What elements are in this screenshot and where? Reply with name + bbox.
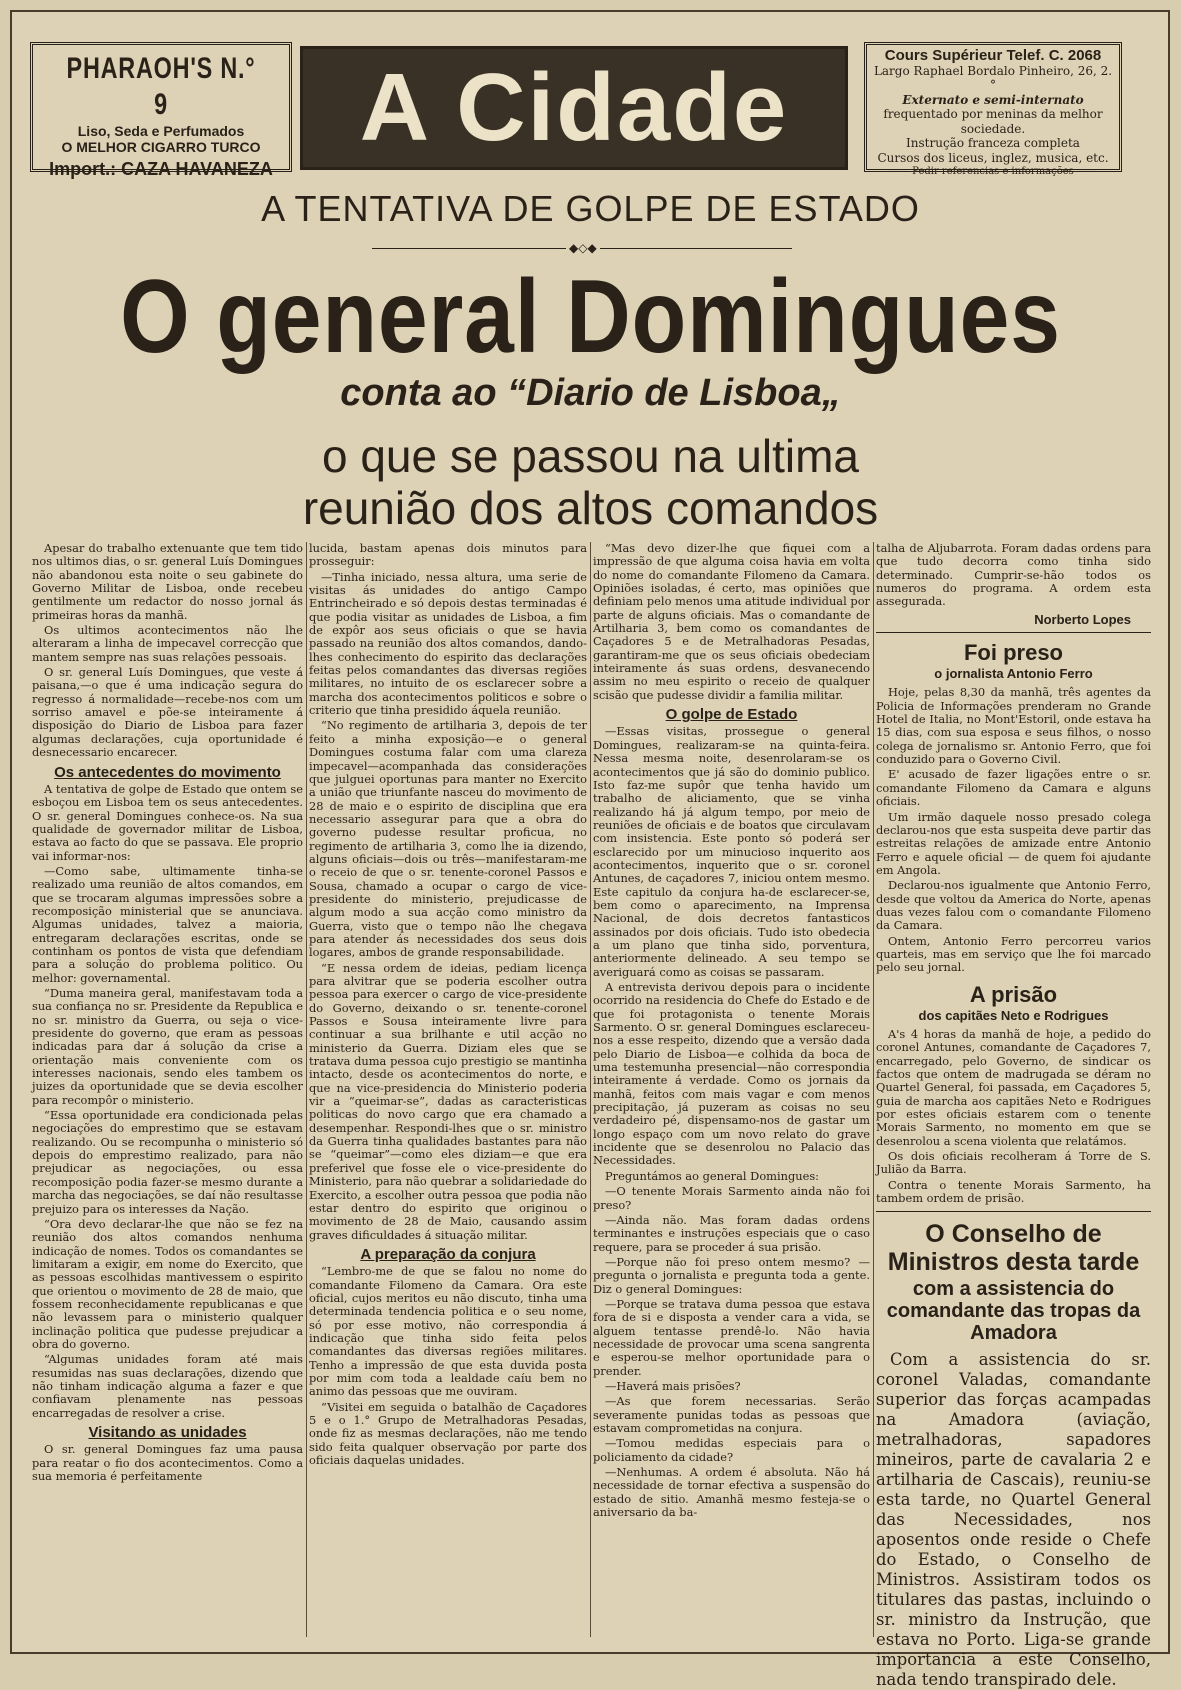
article-heading: Foi preso xyxy=(963,640,1063,666)
newspaper-title: A Cidade xyxy=(359,54,789,161)
paragraph: —Tomou medidas especiais para o policiamento da cidade? xyxy=(593,1436,870,1464)
paragraph: —Tinha iniciado, nessa altura, uma serie de visitas ás unidades do antigo Campo Entrincheirado e só depois destas terminadas é que podia visitar as unidades de Lisboa, a fim de expôr aos seus oficiais o que se havia passado na reunião dos altos comandos, dando-lhes conhecimento do espirito das declarações feitas pelos comandantes das diversas regiões militares, no intuito de os esclarecer sobre a marcha dos acontecimentos politicos e sobre o criterio que tinha presidido áquela reunião. xyxy=(309,569,587,718)
paragraph: —Haverá mais prisões? xyxy=(605,1378,741,1393)
main-headline: O general Domingues xyxy=(120,259,1061,375)
paragraph: “No regimento de artilharia 3, depois de ter feito a minha exposição—e o general Domingues costuma falar com uma clareza impecavel—acompanhada das considerações que julguei oportunas para manter no Exercito a união que triunfante nasceu do movimento de 28 de maio e o espirito de disciplina que era necessario assegurar para que a obra do governo pudesse resultar proficua, no regimento de artilharia 3, como lhe ia dizendo, alguns oficiais—dois ou três—manifestaram-me o receio de que o sr. tenente-coronel Passos e Sousa, chamado a ocupar o cargo de vice-presidente do ministerio, prejudicasse de algum modo a sua acção como ministro da Guerra, visto que o tempo não lhe chegava para atender ás necessidades dos seus dois logares, ambos de grande responsabilidade. xyxy=(309,718,587,960)
article-columns xyxy=(32,541,1151,1690)
section-heading: Visitando as unidades xyxy=(88,1424,247,1441)
paragraph: Os ultimos acontecimentos não lhe alteraram a linha de impecavel correcção que mantem sempre nas suas relações pessoais. xyxy=(32,623,303,664)
divider-rule xyxy=(876,632,1151,633)
paragraph: “Visitei em seguida o batalhão de Caçadores 5 e o 1.° Grupo de Metralhadoras Pesadas, onde fiz as mesmas declarações, não me tendo sido feita qualquer observação por parte dos oficiais daquelas unidades. xyxy=(309,1399,587,1468)
ad-type: Externato e semi-internato xyxy=(902,92,1084,107)
paragraph: Hoje, pelas 8,30 da manhã, três agentes da Policia de Informações prenderam no Grande Hotel de Italia, no Mont'Estoril, onde estava ha 15 dias, com sua esposa e seus filhos, o nosso colega de jornalismo sr. Antonio Ferro, que foi conduzido para o Governo Civil. xyxy=(876,685,1151,767)
paragraph: Apesar do trabalho extenuante que tem tido nos ultimos dias, o sr. general Luís Domingues não abandonou esta noite o seu gabinete do Governo Militar de Lisboa, onde recebeu gentilmente um redactor do nosso jornal ás primeiras horas da manhã. xyxy=(32,541,303,622)
paragraph: Declarou-nos igualmente que Antonio Ferro, desde que voltou da America do Norte, apenas duas vezes falou com o comandante Filomeno da Camara. xyxy=(876,878,1151,933)
article-heading: O Conselho de Ministros desta tarde xyxy=(887,1220,1140,1277)
paragraph: —Ainda não. Mas foram dadas ordens terminantes e instruções especiais que o caso requere, para se proceder á sua prisão. xyxy=(593,1212,870,1254)
ornament-icon: ◆◇◆ xyxy=(566,241,600,255)
subheadline: conta ao “Diario de Lisboa„ xyxy=(340,372,841,414)
column-1 xyxy=(32,542,303,1637)
paragraph: —Porque se tratava duma pessoa que estava fora de si e disposta a vender cara a vida, se alguem tentasse prendê-lo. Não havia necessidade de provocar uma scena sangrenta e esperou-se melhor oportunidade para o prender. xyxy=(593,1296,870,1378)
deck-line: o que se passou na ultima xyxy=(321,430,860,482)
paragraph: “Lembro-me de que se falou no nome do comandante Filomeno da Camara. Ora este oficial, cujos meritos eu não discuto, tinha uma determinada tendencia politica e o seu nome, só por esse motivo, não correspondia á indicação que tinha sido feita pelos comandantes das diversas regiões militares. Tenho a impressão de que esta duvida posta por mim com toda a lealdade caíu bem no animo das pessoas que me ouviram. xyxy=(309,1264,587,1399)
paragraph: Os dois oficiais recolheram á Torre de S. Julião da Barra. xyxy=(876,1149,1151,1177)
column-2 xyxy=(309,542,587,1637)
ad-line: sociedade. xyxy=(960,121,1026,136)
paragraph: —Essas visitas, prossegue o general Domingues, realizaram-se na quinta-feira. Nessa mesma noite, desenrolaram-se os acontecimentos que já são do dominio publico. Isto faz-me supôr que tenha havido um trabalho de aliciamento, que se vinha realizando há já algum tempo, por meio de reuniões de oficiais e de boatos que circulavam com insistencia. Este ponto só poderá ser esclarecido por um minucioso inquerito aos acontecimentos, inquerito que o sr. coronel Antunes, de caçadores 7, iniciou ontem mesmo. Este capitulo da conjura ha-de esclarecer-se, bem como o aparecimento, na Imprensa Nacional, de dois decretos fantasticos assinados por dois oficiais. Tudo isto obedecia a um plano que tinha sido, porventura, anteriormente delineado. A seu tempo se averiguará como as coisas se passaram. xyxy=(593,724,870,979)
ad-address: Largo Raphael Bordalo Pinheiro, 26, 2.° xyxy=(873,63,1113,92)
ad-line: frequentado por meninas da melhor xyxy=(883,107,1103,121)
paragraph: lucida, bastam apenas dois minutos para prosseguir: xyxy=(309,541,587,569)
section-heading: Os antecedentes do movimento xyxy=(54,763,281,781)
ad-line: Liso, Seda e Perfumados xyxy=(77,123,245,139)
paragraph: Preguntámos ao general Domingues: xyxy=(605,1168,820,1183)
column-4 xyxy=(876,541,1151,1690)
ad-brand-name: PHARAOH'S N.° 9 xyxy=(66,52,256,121)
article-subheading: o jornalista Antonio Ferro xyxy=(934,666,1093,682)
ad-school-title: Cours Supérieur Telef. C. 2068 xyxy=(884,47,1102,64)
ad-references: —— Pedir referencias e informações —— xyxy=(889,166,1097,177)
masthead xyxy=(300,46,848,170)
paragraph: “Mas devo dizer-lhe que fiquei com a impressão de que alguma coisa havia em volta do nome do comandante Filomeno da Camara. Opiniões isoladas, é certo, mas opiniões que definiam pelo menos uma atitude individual por parte de alguns oficiais. Mas o comandante de Artilharia 3, bem como os comandantes de Caçadores 5 e de Metralhadoras Pesadas, garantiram-me que os seus oficiais obedeciam inteiramente ás suas ordens, desvanecendo assim no meu espirito o receio de qualquer scisão que pudesse dividir a familia militar. xyxy=(593,541,870,702)
section-heading: A preparação da conjura xyxy=(360,1245,536,1263)
ad-line: Instrução franceza completa xyxy=(906,136,1080,150)
paragraph: O sr. general Luís Domingues, que veste á paisana,—o que é uma indicação segura do regresso á normalidade—recebe-nos com um sorriso amavel e põe-se inteiramente á disposição do Diario de Lisboa para fazer algumas declarações, cuja oportunidade é desnecessario encarecer. xyxy=(32,665,303,760)
section-heading: O golpe de Estado xyxy=(665,706,798,724)
paragraph: Ontem, Antonio Ferro percorreu varios quarteis, mas em serviço que lhe foi marcado pelo seu jornal. xyxy=(876,933,1151,975)
paragraph: —Nenhumas. A ordem é absoluta. Não há necessidade de tornar efectiva a suspensão do estado de sitio. Amanhã mesmo festeja-se o aniversario da ba- xyxy=(593,1465,870,1520)
paragraph: —Porque não foi preso ontem mesmo? —pregunta o jornalista e pregunta toda a gente. Diz o general Domingues: xyxy=(593,1254,870,1296)
kicker-headline: A TENTATIVA DE GOLPE DE ESTADO xyxy=(261,188,920,229)
paragraph: talha de Aljubarrota. Foram dadas ordens para que tudo decorra como tinha sido determinado. Cumprir-se-hão todos os numeros do programa. A ordem esta assegurada. xyxy=(876,541,1151,609)
divider-rule xyxy=(876,1211,1151,1212)
paragraph: “E nessa ordem de ideias, pediam licença para alvitrar que se poderia escolher outra pessoa para exercer o cargo de vice-presidente do Governo, deixando o sr. tenente-coronel Passos e Sousa inteiramente livre para continuar a sua brilhante e util acção no ministerio da Guerra. Diziam eles que se tratava duma pessoa cujo prestigio se mantinha intacto, desde os acontecimentos do norte, e que na vice-presidencia do Ministerio poderia vir a “queimar-se”, dadas as caracteristicas politicas do novo cargo que era chamado a desempenhar. Respondi-lhes que o sr. ministro da Guerra tinha qualidades bastantes para não se “queimar”—como eles diziam—e que era preferivel que fosse ele o vice-presidente do Ministerio, para não quebrar a solidariedade do Exercito, a escolher outra pessoa que podia não estar dentro do espirito que originou o movimento de 28 de Maio, causando assim graves dificuldades á situação militar. xyxy=(309,960,587,1242)
paragraph: A entrevista derivou depois para o incidente ocorrido na residencia do Chefe do Estado e de que foi protagonista o tenente Morais Sarmento. O sr. general Domingues esclareceu-nos a esse respeito, dizendo que a versão dada pelo Diario de Lisboa—e colhida da boca de uma testemunha presencial—não correspondia inteiramente á verdade. Como os jornais da manhã, feitos com mais vagar e com menos precipitação, já puzeram as coisas no seu verdadeiro pé, dispensamo-nos de gastar um longo espaço com um novo relato do grave incidente que se desenrolou no Palacio das Necessidades. xyxy=(593,980,870,1168)
school-advertisement xyxy=(864,42,1122,177)
paragraph: “Essa oportunidade era condicionada pelas negociações do emprestimo que se estavam realizando. Ou se recompunha o ministerio só depois do emprestimo realizado, para não prejudicar as negociações, ou essa recomposição podia fazer-se mesmo durante a marcha das negociações, se daí não resultasse prejuizo para os interesses da Nação. xyxy=(32,1108,303,1216)
ad-line: O MELHOR CIGARRO TURCO xyxy=(61,139,261,155)
paragraph: “Algumas unidades foram até mais resumidas nas suas declarações, dizendo que não tinham indicação alguma a fazer e que confiavam plenamente nas pessoas encarregadas de resolver a crise. xyxy=(32,1352,303,1420)
cigarette-advertisement xyxy=(30,42,292,179)
lead-paragraph-block xyxy=(876,1350,1151,1690)
paragraph: Um irmão daquele nosso presado colega declarou-nos que esta suspeita deve partir das estreitas relações de amizade entre Antonio Ferro e aquele oficial — de quem foi ajudante em Angola. xyxy=(876,809,1151,877)
paragraph: O sr. general Domingues faz uma pausa para reatar o fio dos acontecimentos. Como a sua memoria é perfeitamente xyxy=(32,1442,303,1484)
paragraph: “Ora devo declarar-lhe que não se fez na reunião dos altos comandos nenhuma indicação de nomes. Todos os comandantes se limitaram a exigir, em nome do Exercito, que as pessoas escolhidas mantivessem o espirito que orientou o movimento de 28 de maio, que fossem reconhecidamente republicanas e que não levassem para o ministerio qualquer inclinação politica que pudesse prejudicar a obra do governo. xyxy=(32,1216,303,1351)
ad-importer: Import.: CAZA HAVANEZA xyxy=(49,159,273,179)
article-subheading: com a assistencia do comandante das tropas da Amadora xyxy=(886,1278,1141,1345)
column-3 xyxy=(593,542,870,1637)
paragraph: Com a assistencia do sr. coronel Valadas, comandante superior das forças acampadas na Amadora (aviação, metralhadoras, sapadores mineiros, parte de cavalaria 2 e artilharia de Cascais), reuniu-se esta tarde, no Quartel General das Necessidades, nos aposentos onde reside o Chefe do Estado, o Conselho de Ministros. Assistiram todos os titulares das pastas, incluindo o sr. ministro da Instrução, que estava no Porto. Liga-se grande importancia a este Conselho, nada tendo transpirado dele. xyxy=(876,1350,1151,1690)
paragraph: —Como sabe, ultimamente tinha-se realizado uma reunião de altos comandos, em que se trocaram algumas impressões sobre a recomposição ministerial que se anunciava. Algumas unidades, talvez a maioria, entregaram declarações escritas, onde se continham os pontos de vista que defendiam para a solução do problema politico. Ou melhor: governamental. xyxy=(32,863,303,985)
paragraph: A tentativa de golpe de Estado que ontem se esboçou em Lisboa tem os seus antecedentes. O sr. general Domingues conhece-os. Na sua qualidade de governador militar de Lisboa, estava ao facto do que se passava. Ele proprio vai informar-nos: xyxy=(32,781,303,863)
paragraph: —O tenente Morais Sarmento ainda não foi preso? xyxy=(593,1184,870,1212)
deck-headline xyxy=(0,430,1181,534)
paragraph: “Duma maneira geral, manifestavam toda a sua confiança no sr. Presidente da Republica e no sr. ministro da Guerra, ou seja o vice-presidente do governo, que eram as pessoas indicadas para dar á solução da crise a orientação mais conveniente com os interesses nacionais, sendo eles tambem os juizes da oportunidade que se devia escolher para recompôr o ministerio. xyxy=(32,986,303,1107)
paragraph: A's 4 horas da manhã de hoje, a pedido do coronel Antunes, comandante de Caçadores 7, encarregado, pelo Governo, de sindicar os factos que ontem de madrugada se déram no Quartel General, foi passada, em Caçadores 5, guia de marcha aos capitães Neto e Rodrigues por estes oficiais estarem com o tenente Morais Sarmento, no momento em que se desenrolou a scena violenta que relatámos. xyxy=(876,1026,1151,1148)
deck-line: reunião dos altos comandos xyxy=(302,482,879,534)
paragraph: —As que forem necessarias. Serão severamente punidas todas as pessoas que estavam comprometidas na conjura. xyxy=(593,1394,870,1435)
author-signature: Norberto Lopes xyxy=(1034,611,1131,627)
paragraph: Contra o tenente Morais Sarmento, ha tambem ordem de prisão. xyxy=(876,1177,1151,1206)
article-subheading: dos capitães Neto e Rodrigues xyxy=(918,1007,1109,1023)
article-heading: A prisão xyxy=(969,981,1058,1007)
ad-line: Cursos dos liceus, inglez, musica, etc. xyxy=(877,150,1109,165)
paragraph: E' acusado de fazer ligações entre o sr. comandante Filomeno da Camara e alguns oficiais. xyxy=(876,767,1151,809)
